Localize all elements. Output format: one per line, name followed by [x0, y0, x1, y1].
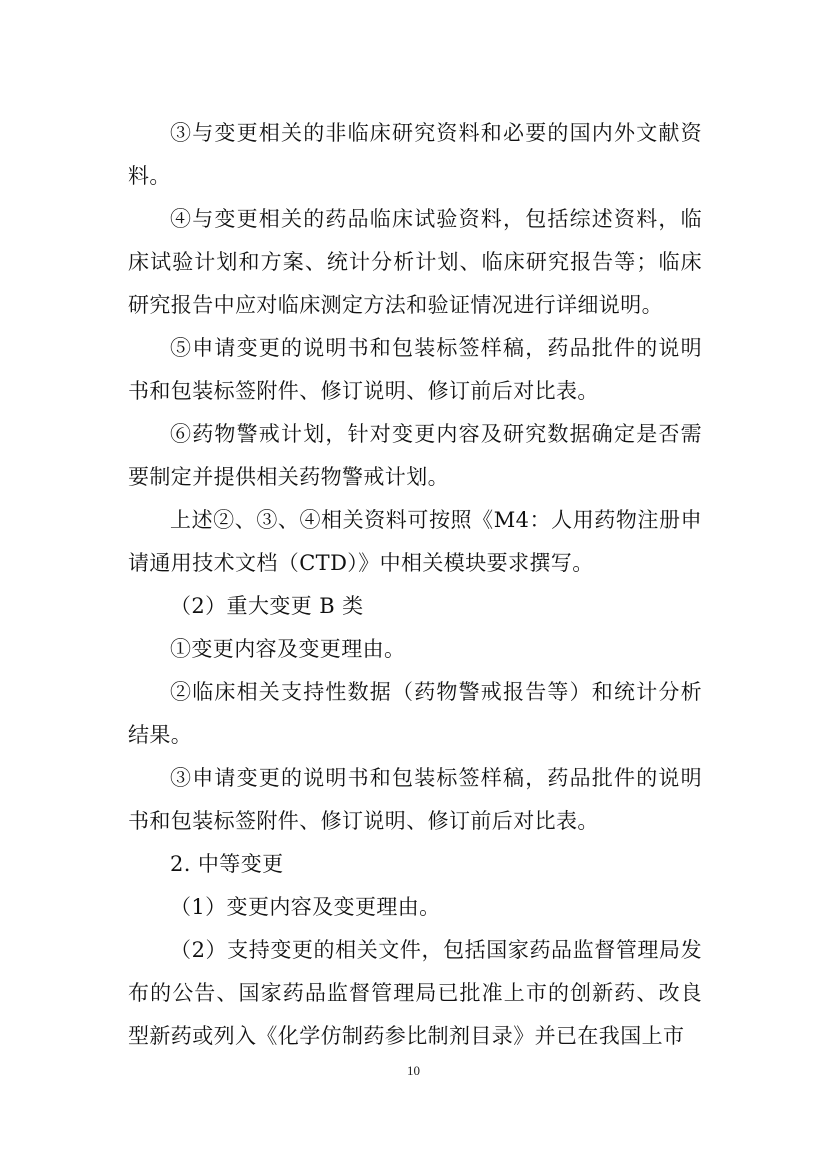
paragraph-change-reason: ①变更内容及变更理由。 — [170, 637, 406, 661]
document-body — [128, 112, 702, 1058]
paragraph-label-draft-b: ③申请变更的说明书和包装标签样稿，药品批件的说明书和包装标签附件、修订说明、修订前后对比表。 — [128, 766, 702, 833]
paragraph-supporting-documents: （2）支持变更的相关文件，包括国家药品监督管理局发布的公告、国家药品监督管理局已批准上市的创新药、改良型新药或列入《化学仿制药参比制剂目录》并已在我国上市 — [128, 938, 702, 1048]
paragraph-label-draft: ⑤申请变更的说明书和包装标签样稿，药品批件的说明书和包装标签附件、修订说明、修订前后对比表。 — [128, 336, 702, 403]
paragraph-clinical-trial-data: ④与变更相关的药品临床试验资料，包括综述资料，临床试验计划和方案、统计分析计划、临床研究报告等；临床研究报告中应对临床测定方法和验证情况进行详细说明。 — [128, 207, 702, 317]
paragraph-nonclinical-data: ③与变更相关的非临床研究资料和必要的国内外文献资料。 — [128, 121, 702, 188]
heading-moderate-change: 2. 中等变更 — [170, 852, 284, 876]
paragraph-pharmacovigilance-plan: ⑥药物警戒计划，针对变更内容及研究数据确定是否需要制定并提供相关药物警戒计划。 — [128, 422, 702, 489]
heading-major-change-b: （2）重大变更 B 类 — [170, 594, 364, 618]
page-number: 10 — [407, 1063, 420, 1078]
paragraph-ctd-note: 上述②、③、④相关资料可按照《M4：人用药物注册申请通用技术文档（CTD）》中相关模块要求撰写。 — [128, 508, 702, 575]
paragraph-moderate-change-reason: （1）变更内容及变更理由。 — [170, 895, 441, 919]
paragraph-supporting-data: ②临床相关支持性数据（药物警戒报告等）和统计分析结果。 — [128, 680, 702, 747]
